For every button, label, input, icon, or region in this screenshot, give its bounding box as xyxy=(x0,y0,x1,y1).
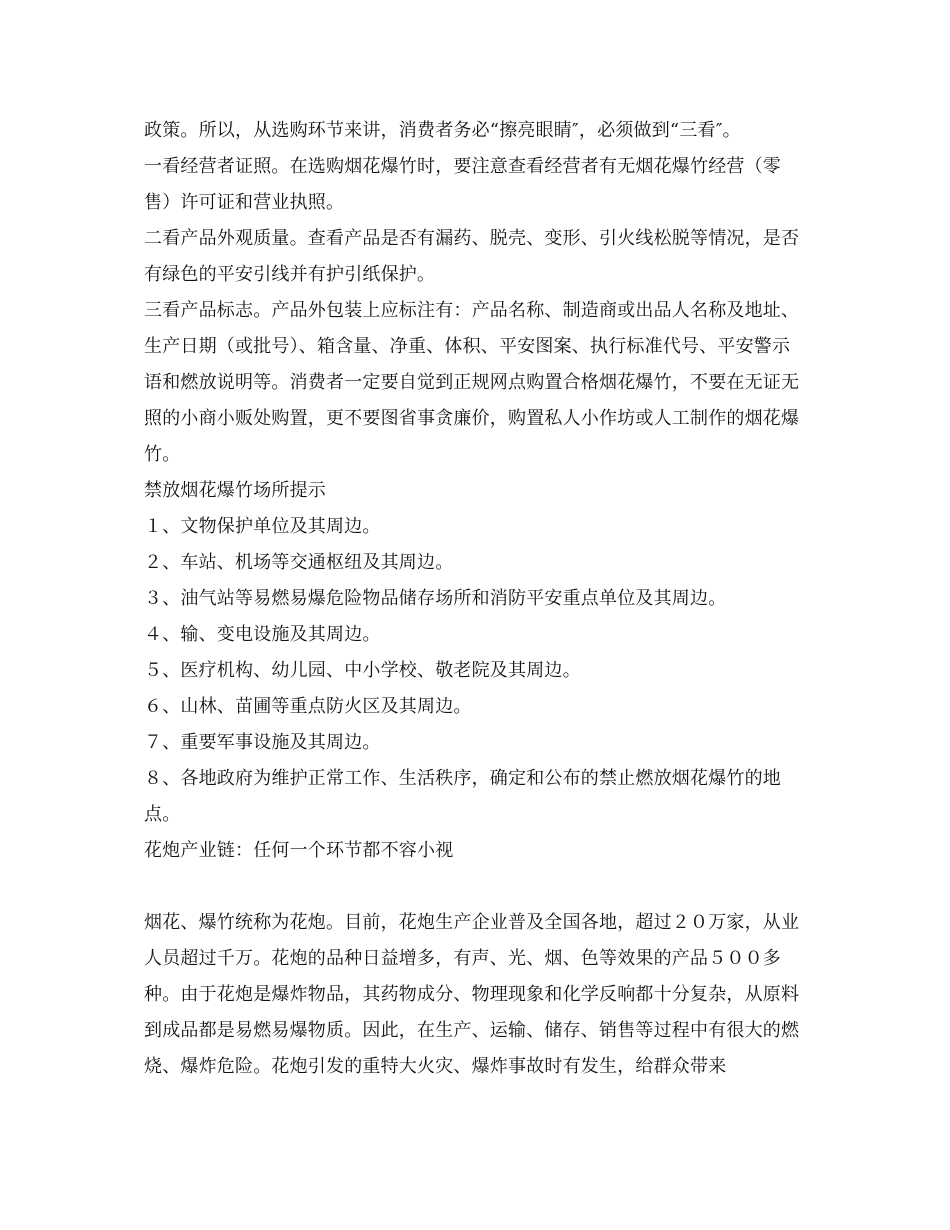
paragraph-check-appearance: 二看产品外观质量。查看产品是否有漏药、脱壳、变形、引火线松脱等情况，是否有绿色的平安引线并有护引纸保护。 xyxy=(144,228,800,285)
list-item-1: １、文物保护单位及其周边。 xyxy=(144,516,381,537)
paragraph-check-license: 一看经营者证照。在选购烟花爆竹时，要注意查看经营者有无烟花爆竹经营（零售）许可证和营业执照。 xyxy=(144,156,781,213)
list-item-8: ８、各地政府为维护正常工作、生活秩序，确定和公布的禁止燃放烟花爆竹的地点。 xyxy=(144,768,781,825)
list-item-2: ２、车站、机场等交通枢纽及其周边。 xyxy=(144,552,454,573)
list-item-3: ３、油气站等易燃易爆危险物品储存场所和消防平安重点单位及其周边。 xyxy=(144,588,727,609)
section-heading-industry-chain: 花炮产业链：任何一个环节都不容小视 xyxy=(144,840,454,861)
blank-line xyxy=(144,869,800,905)
list-item-4: ４、输、变电设施及其周边。 xyxy=(144,624,381,645)
list-item-7: ７、重要军事设施及其周边。 xyxy=(144,732,381,753)
document-body xyxy=(144,113,800,1085)
paragraph-check-label: 三看产品标志。产品外包装上应标注有：产品名称、制造商或出品人名称及地址、生产日期（或批号）、箱含量、净重、体积、平安图案、执行标准代号、平安警示语和燃放说明等。消费者一定要自觉到正规网点购置合格烟花爆竹，不要在无证无照的小商小贩处购置，更不要图省事贪廉价，购置私人小作坊或人工制作的烟花爆竹。 xyxy=(144,300,800,465)
paragraph-intro: 政策。所以，从选购环节来讲，消费者务必“擦亮眼睛″，必须做到“三看″。 xyxy=(144,120,741,141)
list-item-6: ６、山林、苗圃等重点防火区及其周边。 xyxy=(144,696,472,717)
list-item-5: ５、医疗机构、幼儿园、中小学校、敬老院及其周边。 xyxy=(144,660,581,681)
paragraph-industry: 烟花、爆竹统称为花炮。目前，花炮生产企业普及全国各地，超过２０万家，从业人员超过千万。花炮的品种日益增多，有声、光、烟、色等效果的产品５００多种。由于花炮是爆炸物品，其药物成分、物理现象和化学反响都十分复杂，从原料到成品都是易燃易爆物质。因此，在生产、运输、储存、销售等过程中有很大的燃烧、爆炸危险。花炮引发的重特大火灾、爆炸事故时有发生，给群众带来 xyxy=(144,912,800,1077)
section-heading-banned-places: 禁放烟花爆竹场所提示 xyxy=(144,480,326,501)
